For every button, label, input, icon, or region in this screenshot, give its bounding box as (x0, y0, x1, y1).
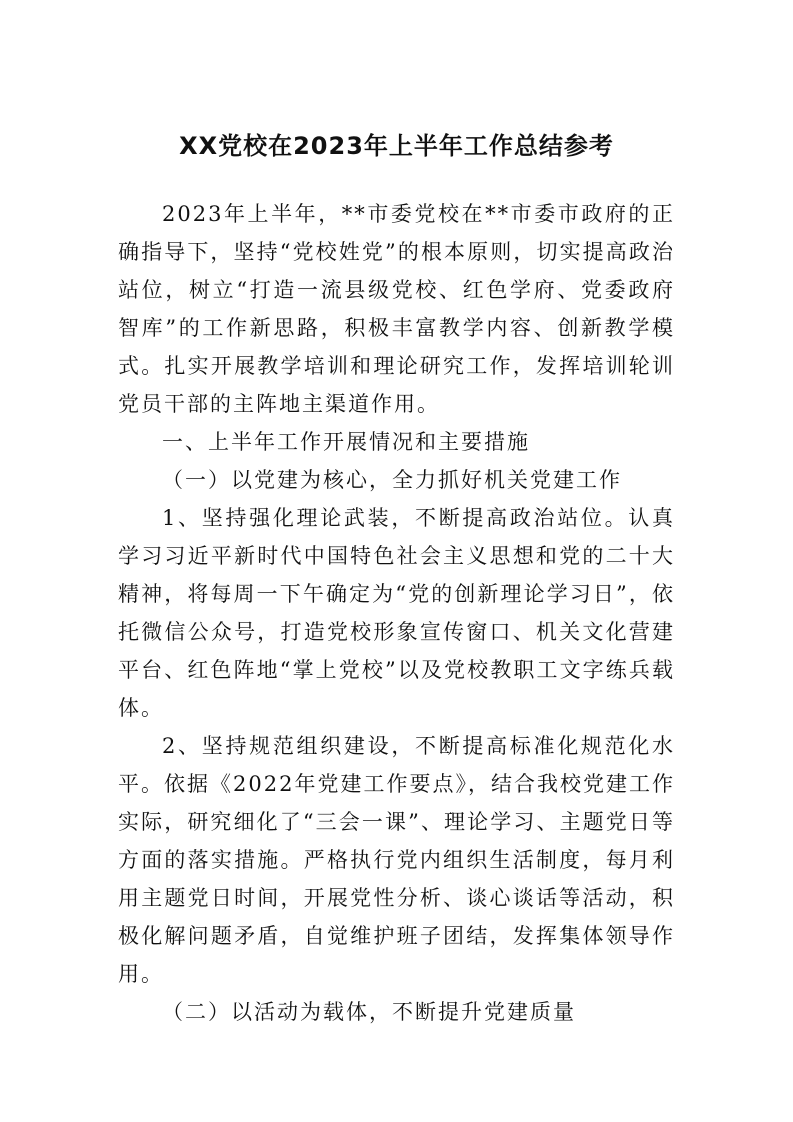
body-paragraph-1: 1、坚持强化理论武装，不断提高政治站位。认真学习习近平新时代中国特色社会主义思想和党的二十大精神，将每周一下午确定为“党的创新理论学习日”，依托微信公众号，打造党校形象宣传窗口、机关文化营建平台、红色阵地“掌上党校”以及党校教职工文字练兵载体。 (118, 506, 675, 720)
body-paragraph-2: 2、坚持规范组织建设，不断提高标准化规范化水平。依据《2022年党建工作要点》，结合我校党建工作实际，研究细化了“三会一课”、理论学习、主题党日等方面的落实措施。严格执行党内组织生活制度，每月利用主题党日时间，开展党性分析、谈心谈话等活动，积极化解问题矛盾，自觉维护班子团结，发挥集体领导作用。 (118, 734, 675, 986)
document-body (118, 195, 675, 1031)
document-title: XX党校在2023年上半年工作总结参考 (179, 132, 614, 160)
subsection-heading-1: （一）以党建为核心，全力抓好机关党建工作 (162, 468, 622, 492)
section-heading-1: 一、上半年工作开展情况和主要措施 (162, 430, 530, 454)
intro-paragraph: 2023年上半年，**市委党校在**市委市政府的正确指导下，坚持“党校姓党”的根本原则，切实提高政治站位，树立“打造一流县级党校、红色学府、党委政府智库”的工作新思路，积极丰富教学内容、创新教学模式。扎实开展教学培训和理论研究工作，发挥培训轮训党员干部的主阵地主渠道作用。 (118, 202, 675, 416)
subsection-heading-2: （二）以活动为载体，不断提升党建质量 (162, 1000, 576, 1024)
